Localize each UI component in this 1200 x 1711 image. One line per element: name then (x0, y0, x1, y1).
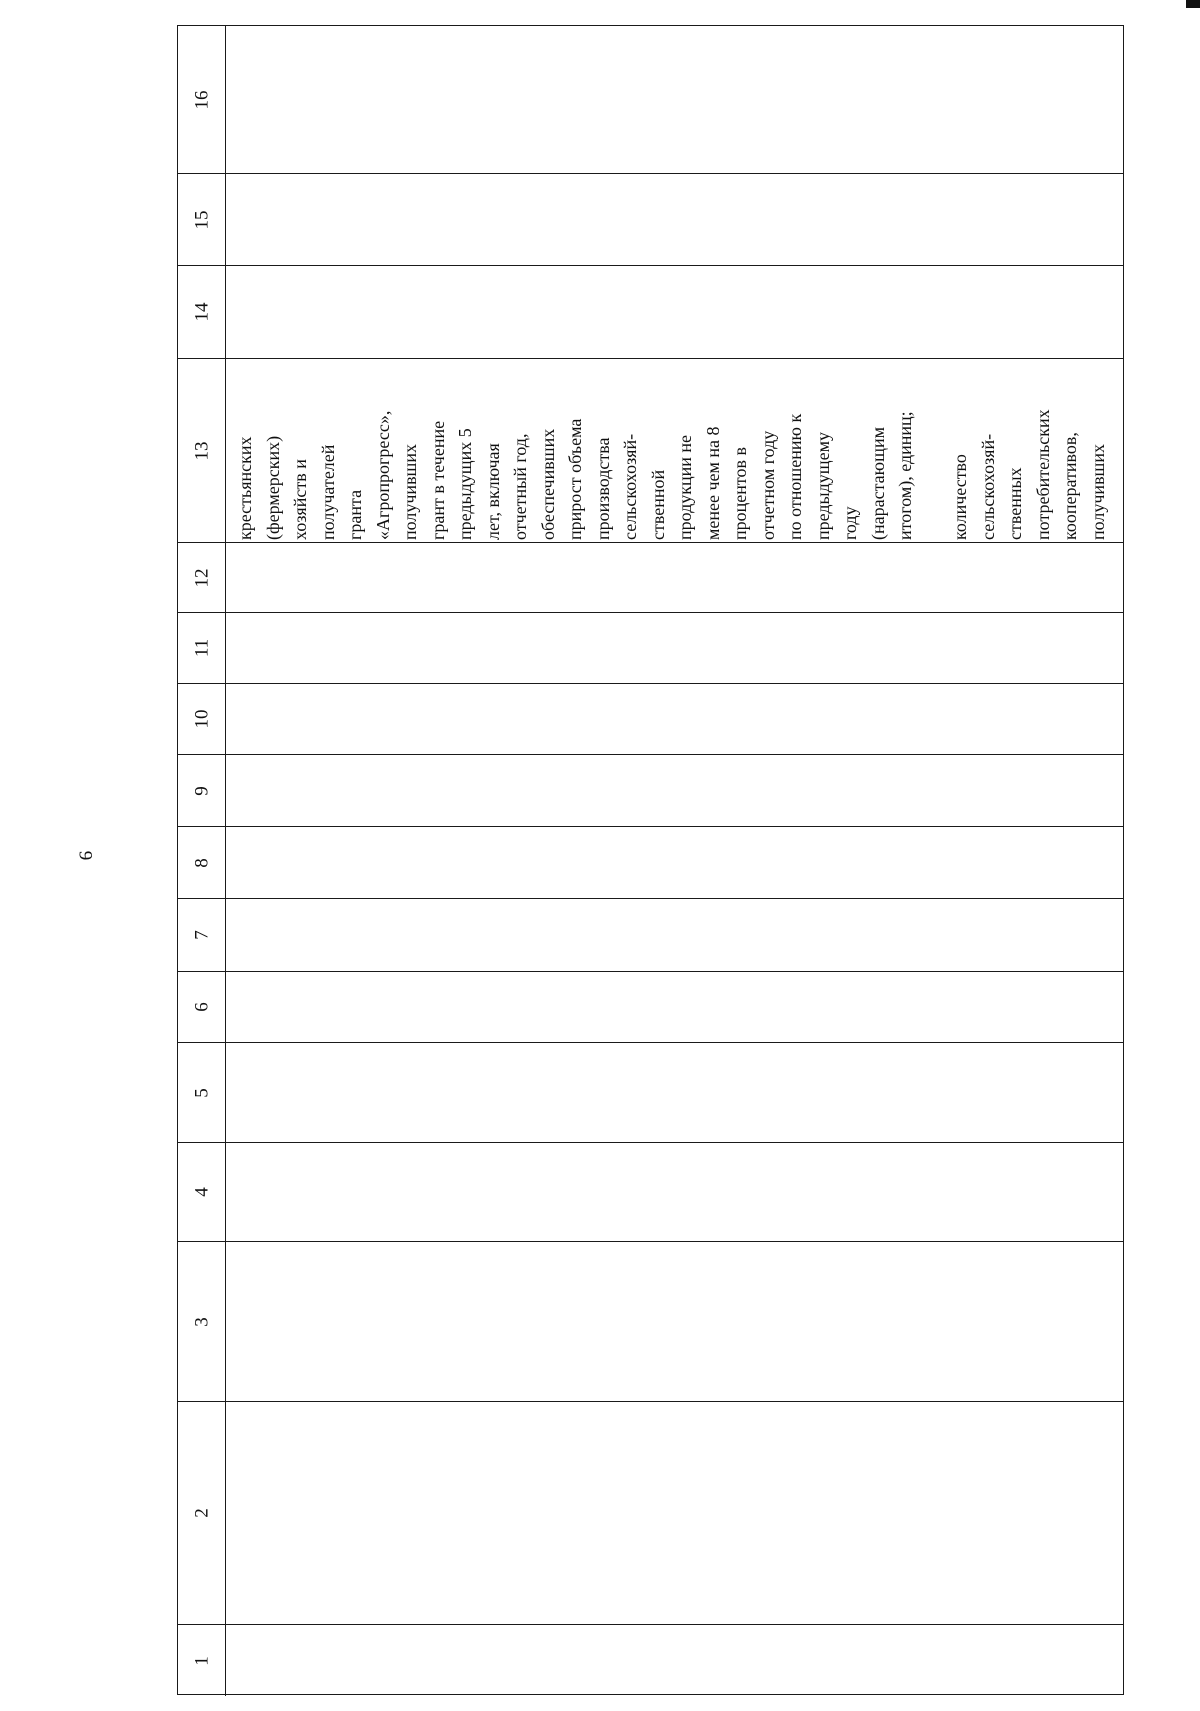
text-line: прирост объема (565, 418, 585, 540)
text-line: производства (592, 437, 613, 540)
column-number-cell (178, 613, 226, 683)
column-number: 5 (191, 1087, 212, 1098)
column-number-cell (178, 684, 226, 754)
table-row-col-9 (178, 755, 1123, 827)
text-line: процентов в (730, 446, 750, 540)
scan-corner-mark (1186, 0, 1200, 8)
column-content-cell (226, 174, 1123, 265)
text-line: предыдущему (812, 431, 833, 540)
table-row-col-11 (178, 613, 1123, 684)
text-line: сельскохозяй- (620, 433, 640, 540)
table-row-col-6 (178, 972, 1123, 1043)
text-line: сельскохозяй- (977, 433, 998, 540)
text-line: менее чем на 8 (702, 426, 723, 540)
column-number-cell (178, 827, 226, 898)
column-number-cell (178, 899, 226, 971)
text-line: «Агропрогресс», (372, 410, 393, 540)
table-row-col-2 (178, 1402, 1123, 1625)
text-line: году (840, 506, 860, 540)
column-number: 9 (191, 785, 212, 796)
column-number-cell (178, 755, 226, 826)
column-number-cell (178, 1402, 226, 1624)
table-row-col-8 (178, 827, 1123, 899)
text-line: гранта (345, 489, 365, 540)
column-number: 13 (191, 441, 212, 460)
column-content-cell (226, 1043, 1123, 1142)
column-content-cell (226, 827, 1123, 898)
column-number: 7 (191, 930, 212, 940)
column-number-cell (178, 1242, 226, 1401)
text-line: получивших (400, 443, 420, 540)
table-row-col-10 (178, 684, 1123, 755)
column-number: 11 (191, 638, 212, 658)
column-number-cell (178, 266, 226, 358)
table-row-col-7 (178, 899, 1123, 972)
column-number: 16 (191, 90, 212, 109)
column-number-cell (178, 543, 226, 612)
column-content-cell (226, 1625, 1123, 1696)
column-number-cell (178, 972, 226, 1042)
column-content-cell (226, 26, 1123, 173)
column-content-cell (226, 1143, 1123, 1241)
column-number-cell (178, 1625, 226, 1696)
column-number-cell (178, 174, 226, 265)
column-content-cell (226, 899, 1123, 971)
column-content-cell (226, 1242, 1123, 1401)
text-line: получателей (317, 444, 338, 540)
text-line: лет, включая (482, 443, 503, 540)
text-line: кооперативов, (1060, 432, 1080, 540)
text-line (920, 363, 948, 540)
column-number: 1 (191, 1655, 212, 1666)
column-content-cell (226, 972, 1123, 1042)
text-line: (нарастающим (867, 426, 888, 540)
text-line: итогом), единиц; (895, 411, 915, 540)
column-content-cell (226, 755, 1123, 826)
text-line: обеспечивших (537, 428, 558, 540)
table-row-col-14 (178, 266, 1123, 359)
text-line: крестьянских (235, 436, 255, 540)
column-content-cell (226, 613, 1123, 683)
text-line: количество (950, 454, 970, 540)
column-number: 6 (191, 1002, 212, 1012)
text-line: предыдущих 5 (455, 428, 475, 540)
column-content-cell (226, 266, 1123, 358)
column-number: 4 (191, 1187, 212, 1197)
column-number-cell (178, 1143, 226, 1241)
column-number-cell (178, 359, 226, 542)
text-line: хозяйств и (290, 459, 310, 540)
text-line: по отношению к (785, 413, 805, 540)
text-line: ственной (647, 469, 668, 540)
text-line: грант в течение (427, 420, 448, 540)
text-line: ственных (1005, 467, 1025, 540)
column-content-cell (226, 684, 1123, 754)
data-table (177, 25, 1124, 1695)
table-row-col-13 (178, 359, 1123, 543)
table-row-col-1 (178, 1625, 1123, 1696)
column-number: 8 (191, 857, 212, 868)
column-number: 15 (191, 210, 212, 229)
column-number: 3 (191, 1316, 212, 1327)
table-row-col-4 (178, 1143, 1123, 1242)
text-line: получивших (1087, 443, 1108, 540)
column-number: 2 (191, 1508, 212, 1518)
column-number: 12 (191, 568, 212, 587)
column-number-cell (178, 1043, 226, 1142)
column-13-text (232, 363, 1108, 540)
column-number: 14 (191, 302, 212, 322)
text-line: отчетный год, (510, 433, 530, 540)
text-line: потребительских (1032, 409, 1053, 540)
table-row-col-16 (178, 26, 1123, 174)
text-line: (фермерских) (262, 435, 283, 540)
column-number-cell (178, 26, 226, 173)
page-number: 9 (74, 850, 96, 861)
column-content-cell (226, 1402, 1123, 1624)
table-row-col-3 (178, 1242, 1123, 1402)
table-row-col-15 (178, 174, 1123, 266)
table-row-col-5 (178, 1043, 1123, 1143)
table-row-col-12 (178, 543, 1123, 613)
column-content-cell (226, 543, 1123, 612)
column-13-content-cell (226, 359, 1123, 542)
text-line: продукции не (675, 434, 695, 540)
column-number: 10 (191, 709, 212, 729)
text-line: отчетном году (757, 430, 778, 540)
